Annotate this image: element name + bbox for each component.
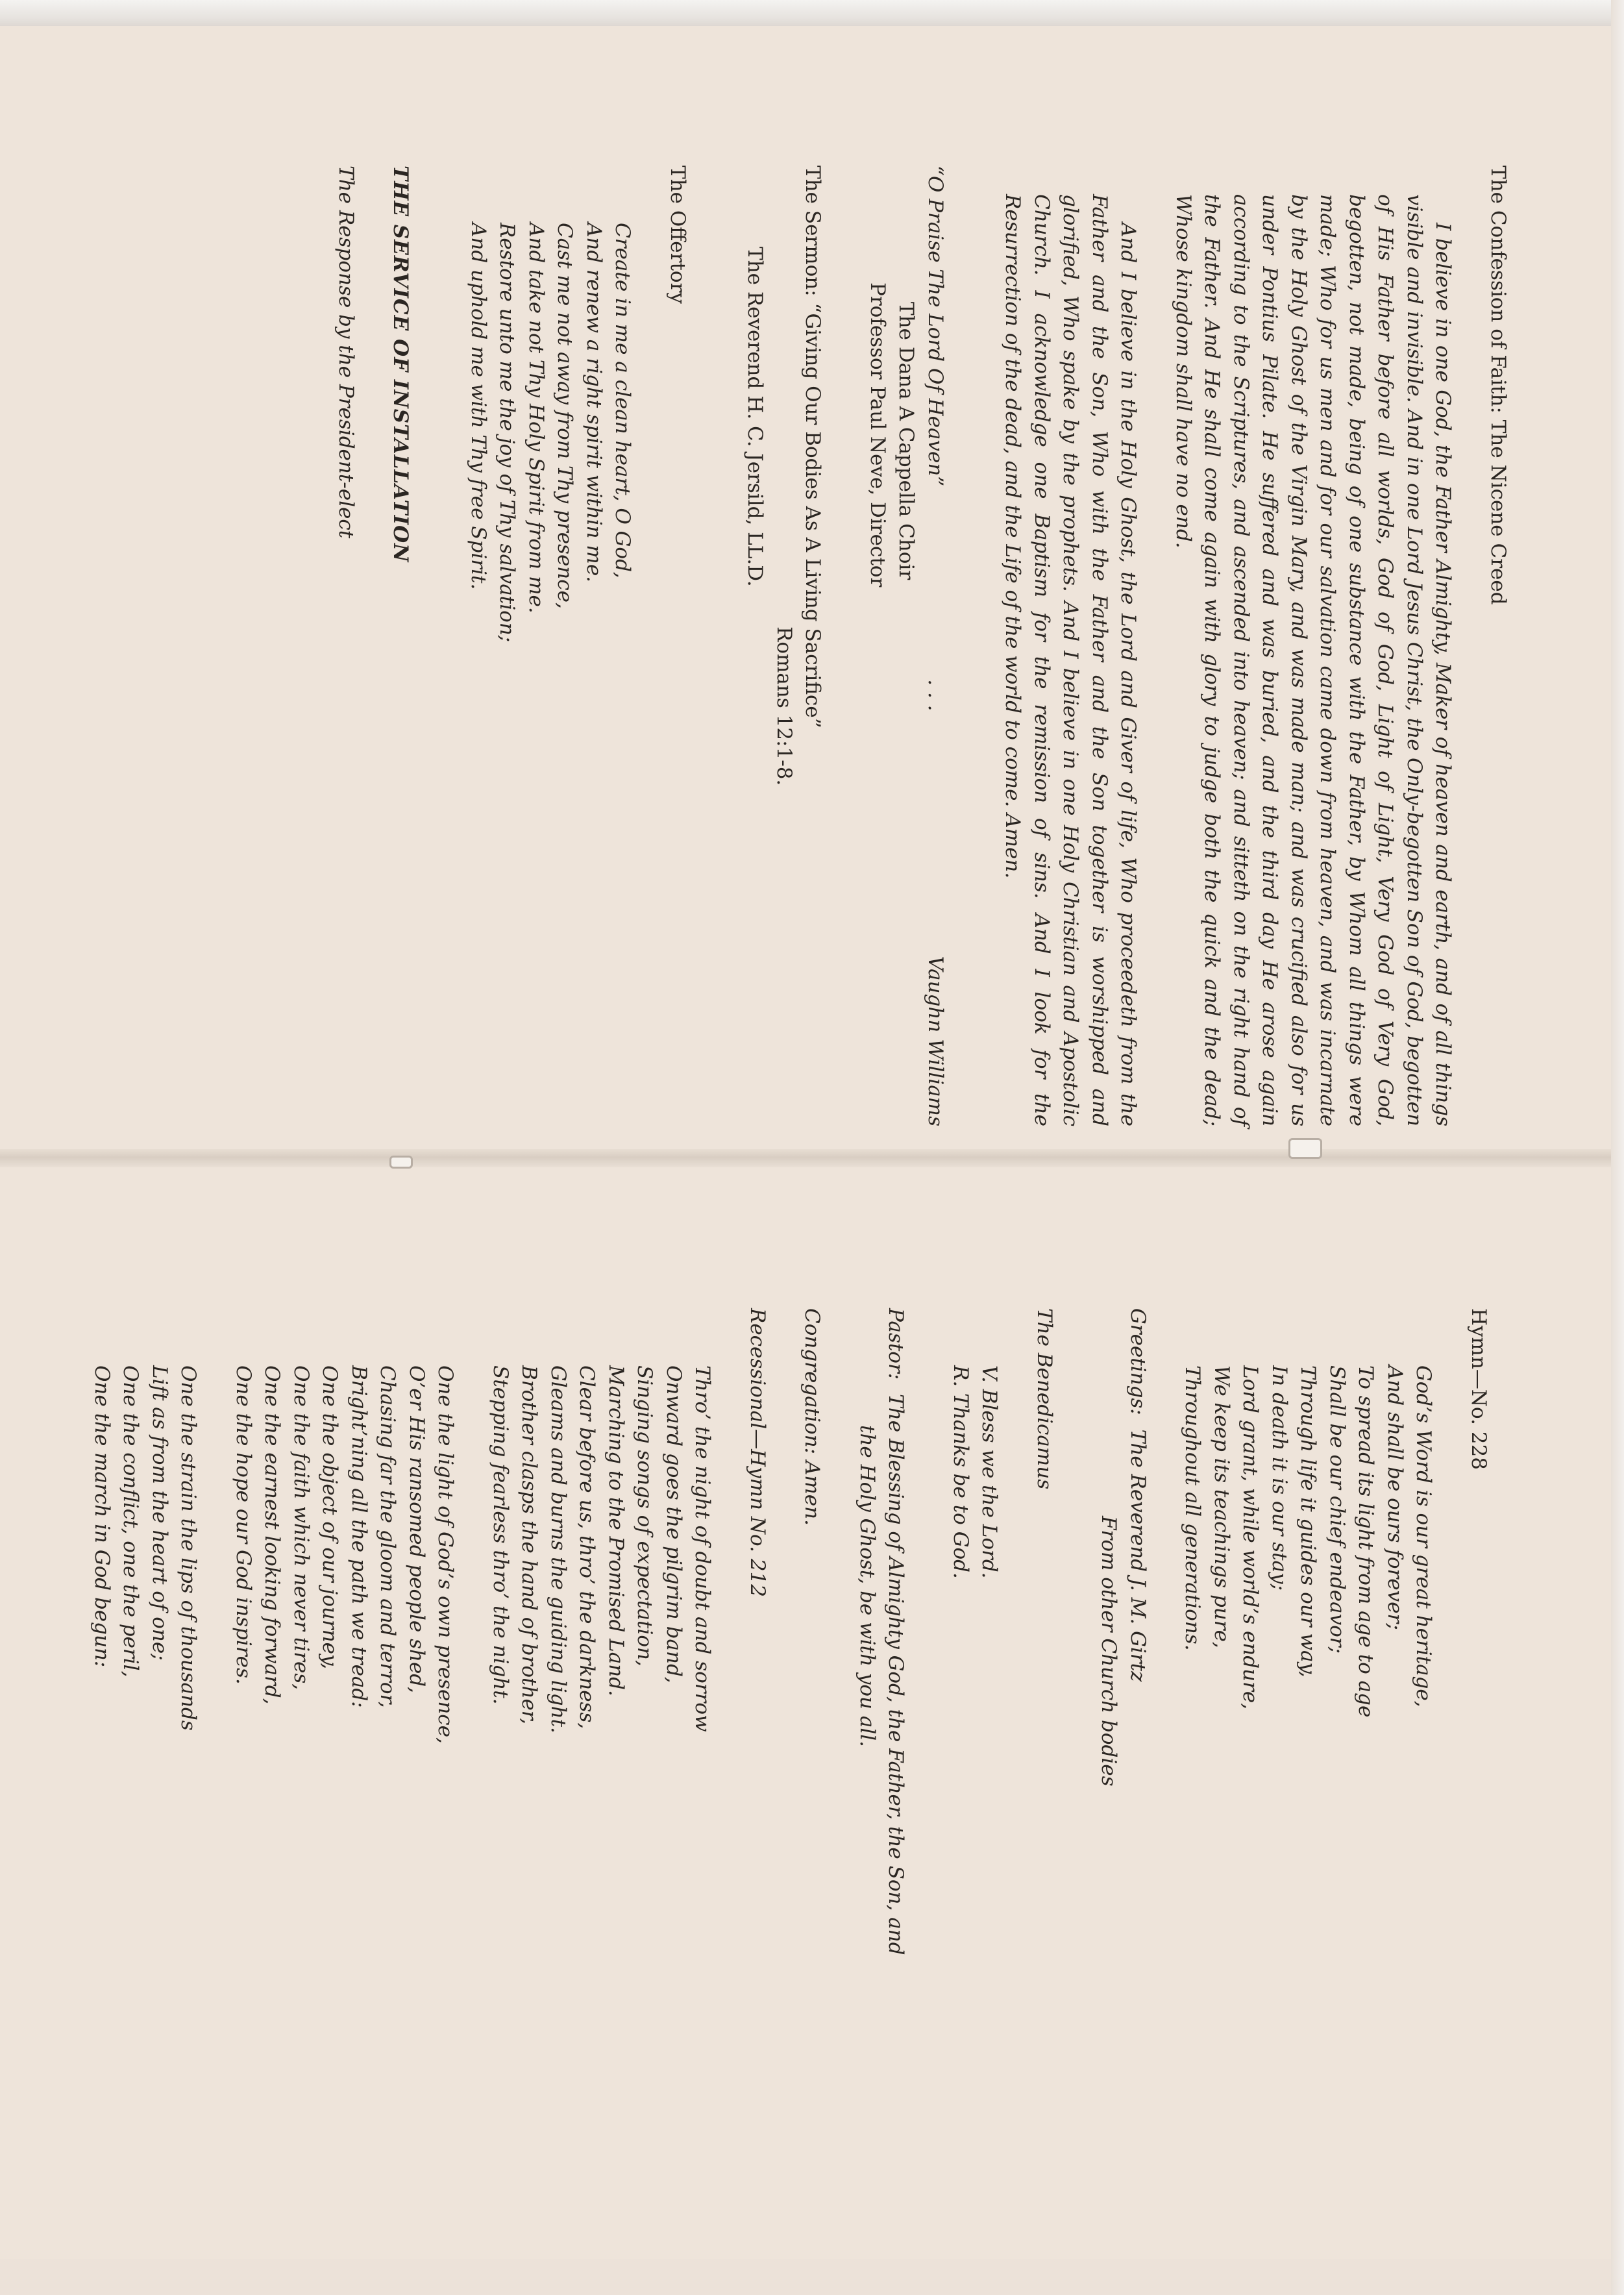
stanza-2-line: One the object of our journey, — [318, 1365, 342, 1670]
stanza-1-line: Gleams and burns the guiding light. — [547, 1365, 570, 1733]
anthem-row — [921, 166, 950, 1126]
hymn-line: In death it is our stay; — [1268, 1365, 1291, 1591]
benedicamus-heading: The Benedicamus — [1033, 1308, 1056, 1490]
stanza-2-line: O’er His ransomed people shed, — [405, 1365, 428, 1694]
recessional-heading: Recessional—Hymn No. 212 — [746, 1308, 769, 1598]
hymn-228-heading: Hymn—No. 228 — [1467, 1308, 1490, 1470]
response-line: The Response by the President-elect — [334, 166, 358, 539]
stanza-3-line: One the strain the lips of thousands — [177, 1365, 201, 1731]
choir-director: Professor Paul Neve, Director — [866, 282, 889, 588]
anthem-title: “O Praise The Lord Of Heaven” — [924, 166, 947, 487]
hymn-line: And shall be ours forever; — [1383, 1365, 1407, 1630]
center-fold — [0, 1149, 1612, 1167]
stanza-3-line: One the conflict, one the peril, — [119, 1365, 143, 1678]
scanner-edge-right — [1611, 0, 1624, 2295]
stanza-1-line: Singing songs of expectation, — [633, 1365, 657, 1667]
offertory-line-4: And take not Thy Holy Spirit from me. — [524, 223, 548, 614]
greetings-name: The Reverend J. M. Girtz — [1126, 1429, 1150, 1682]
offertory-line-2: And renew a right spirit within me. — [582, 223, 606, 583]
stanza-2-line: Bright’ning all the path we tread: — [347, 1365, 371, 1708]
stanza-2-line: One the hope our God inspires. — [232, 1365, 255, 1685]
stanza-2-line: One the faith which never tires, — [289, 1365, 313, 1691]
creed-paragraph-1: I believe in one God, the Father Almighty, Maker of heaven and earth, and of all things visible and invisible. And in one Lord Jesus Christ, the Only-begotten Son of God, begotten of His Father before all worlds, God of God, Light of Light, Very God of Very God, begotten, not made, being of one substance with the Father, by Whom all things were made; Who for us men and for our salvation came down from heaven, and was incarnate by the Holy Ghost of the Virgin Mary, and was made man; and was crucified also for us under Pontius Pilate. He suffered and was buried, and the third day He arose again according to the Scriptures, and ascended into heaven; and sitteth on the right hand of the Father. And He shall come again with glory to judge both the quick and the dead; Whose kingdom shall have no end. — [1172, 194, 1455, 1126]
congregation-line: Congregation: Amen. — [800, 1308, 824, 1526]
sermon-preacher: The Reverend H. C. Jersild, LL.D. — [743, 247, 767, 587]
response-line: R. Thanks be to God. — [949, 1365, 972, 1579]
hymn-line: We keep its teachings pure, — [1210, 1365, 1233, 1648]
offertory-line-1: Create in me a clean heart, O God, — [611, 223, 635, 578]
pastor-label: Pastor: — [884, 1308, 908, 1380]
sermon-heading: The Sermon: “Giving Our Bodies As A Living Sacrifice” — [801, 166, 825, 728]
stanza-2-line: One the light of God’s own presence, — [434, 1365, 458, 1744]
installation-heading: THE SERVICE OF INSTALLATION — [389, 166, 413, 563]
anthem-dots: . . . — [924, 679, 947, 712]
stanza-1-line: Brother clasps the hand of brother, — [517, 1365, 541, 1725]
anthem-composer: Vaughn Williams — [924, 956, 947, 1126]
versicle-line: V. Bless we the Lord. — [978, 1365, 1002, 1579]
choir-name: The Dana A Cappella Choir — [894, 302, 918, 580]
hymn-line: God’s Word is our great heritage, — [1412, 1365, 1436, 1707]
offertory-heading: The Offertory — [666, 166, 689, 304]
hymn-line: Throughout all generations. — [1181, 1365, 1205, 1651]
greetings-row — [1124, 1308, 1153, 2269]
pastor-line-2: the Holy Ghost, be with you all. — [855, 1425, 879, 1747]
stanza-2-line: One the earnest looking forward, — [260, 1365, 284, 1705]
pastor-row — [881, 1308, 911, 2269]
offertory-line-5: Restore unto me the joy of Thy salvation; — [495, 223, 519, 643]
stanza-1-line: Clear before us, thro’ the darkness, — [575, 1365, 599, 1730]
right-page-panel — [90, 1308, 1493, 2269]
stanza-1-line: Marching to the Promised Land. — [604, 1365, 628, 1696]
hymn-line: Lord grant, while world’s endure, — [1238, 1365, 1262, 1710]
sermon-scripture: Romans 12:1-8. — [772, 626, 796, 786]
greetings-from: From other Church bodies — [1097, 1516, 1121, 1787]
stanza-1-line: Stepping fearless thro’ the night. — [489, 1365, 512, 1705]
offertory-line-3: Cast me not away from Thy presence, — [553, 223, 577, 609]
left-page-panel — [156, 166, 1512, 1126]
creed-paragraph-2: And I believe in the Holy Ghost, the Lord and Giver of life, Who proceedeth from the Father and the Son, Who with the Father and the Son together is worshipped and glorified, Who spake by the prophets. And I believe in one Holy Christian and Apostolic Church. I acknowledge one Baptism for the remission of sins. And I look for the Resurrection of the dead, and the Life of the world to come. Amen. — [1001, 194, 1140, 1126]
staple-icon — [1288, 1138, 1322, 1159]
hymn-line: Shall be our chief endeavor; — [1325, 1365, 1349, 1654]
hymn-line: To spread its light from age to age — [1354, 1365, 1378, 1718]
hymn-line: Through life it guides our way, — [1296, 1365, 1320, 1678]
stanza-3-line: Lift as from the heart of one; — [148, 1365, 171, 1661]
stanza-2-line: Chasing far the gloom and terror, — [376, 1365, 400, 1708]
creed-heading: The Confession of Faith: The Nicene Creed — [1486, 166, 1510, 605]
pastor-line-1: The Blessing of Almighty God, the Father, the Son, and — [884, 1394, 908, 1955]
greetings-label: Greetings: — [1126, 1308, 1150, 1415]
stanza-1-line: Thro’ the night of doubt and sorrow — [691, 1365, 715, 1732]
staple-hole-icon — [389, 1156, 413, 1169]
stanza-1-line: Onward goes the pilgrim band, — [662, 1365, 685, 1683]
offertory-line-6: And uphold me with Thy free Spirit. — [467, 223, 490, 590]
stanza-3-line: One the march in God begun: — [90, 1365, 114, 1668]
